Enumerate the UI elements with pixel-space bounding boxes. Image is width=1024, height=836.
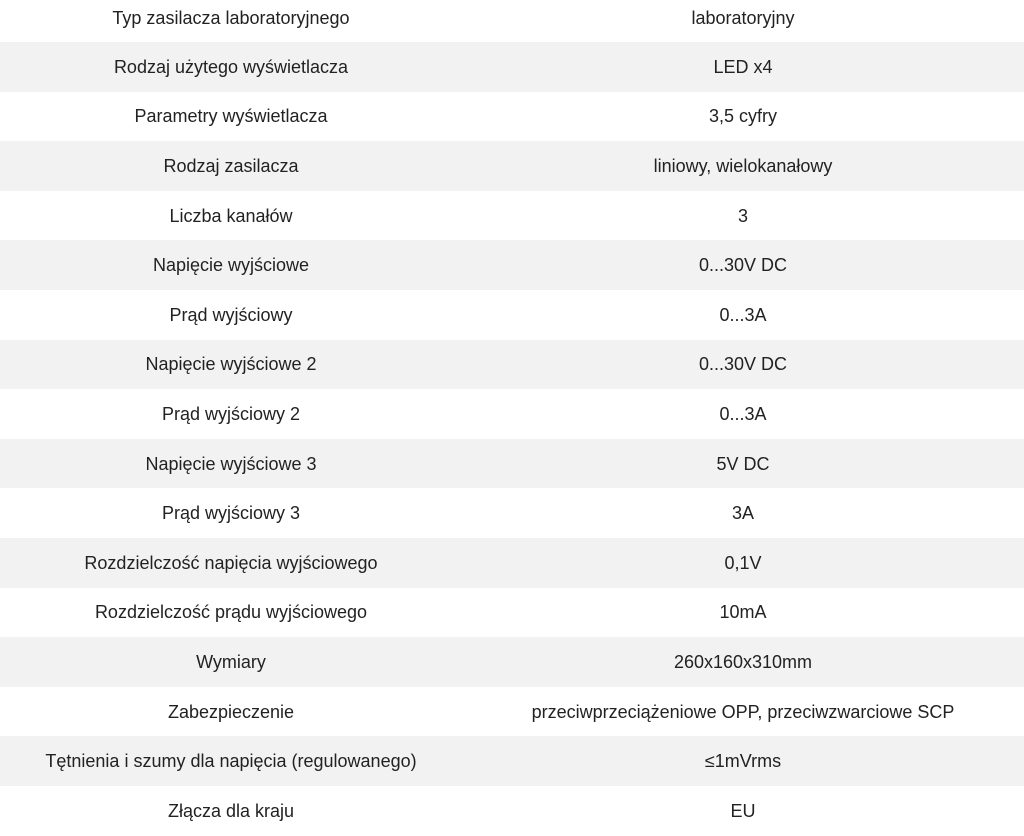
spec-row-output-voltage-3 [0, 439, 1024, 489]
spec-row-output-voltage [0, 240, 1024, 290]
spec-label: Rodzaj użytego wyświetlacza [0, 42, 462, 92]
spec-row-output-current [0, 290, 1024, 340]
spec-label: Tętnienia i szumy dla napięcia (regulowanego) [0, 736, 462, 786]
spec-value: EU [730, 800, 756, 821]
spec-label: Rodzaj zasilacza [0, 141, 462, 191]
spec-value: 0...30V DC [462, 340, 1024, 390]
spec-row-display-type [0, 42, 1024, 92]
spec-label: Napięcie wyjściowe [0, 240, 462, 290]
spec-value: 0,1V [462, 538, 1024, 588]
spec-value: 3 [737, 205, 748, 226]
spec-value: 5V DC [462, 439, 1024, 489]
spec-value: LED x4 [462, 42, 1024, 92]
spec-value: 0...30V DC [462, 240, 1024, 290]
spec-label: Parametry wyświetlacza [134, 106, 328, 127]
spec-label: Rozdzielczość napięcia wyjściowego [0, 538, 462, 588]
spec-value: liniowy, wielokanałowy [462, 141, 1024, 191]
spec-value: ≤1mVrms [462, 736, 1024, 786]
spec-row-output-current-2 [0, 389, 1024, 439]
spec-row-output-voltage-2 [0, 340, 1024, 390]
spec-value: laboratoryjny [691, 8, 795, 28]
spec-value: 10mA [719, 602, 767, 623]
spec-label: Typ zasilacza laboratoryjnego [112, 8, 350, 28]
spec-row-output-current-3 [0, 488, 1024, 538]
spec-value: 0...3A [719, 304, 767, 325]
spec-label: Złącza dla kraju [167, 800, 295, 821]
spec-row-channel-count [0, 191, 1024, 241]
spec-label: Prąd wyjściowy 3 [161, 503, 301, 524]
spec-row-power-supply-type [0, 0, 1024, 42]
spec-label: Wymiary [0, 637, 462, 687]
spec-row-protection [0, 687, 1024, 737]
spec-value: 3,5 cyfry [708, 106, 778, 127]
spec-value: 260x160x310mm [462, 637, 1024, 687]
spec-row-supply-kind [0, 141, 1024, 191]
spec-value: 3A [731, 503, 755, 524]
spec-row-current-resolution [0, 588, 1024, 638]
spec-row-voltage-resolution [0, 538, 1024, 588]
spec-label: Napięcie wyjściowe 3 [0, 439, 462, 489]
spec-row-display-parameters [0, 92, 1024, 142]
spec-label: Liczba kanałów [169, 205, 293, 226]
spec-label: Prąd wyjściowy [169, 304, 293, 325]
spec-value: 0...3A [719, 403, 767, 424]
spec-row-ripple-noise [0, 736, 1024, 786]
spec-label: Zabezpieczenie [167, 701, 295, 722]
spec-label: Prąd wyjściowy 2 [161, 403, 301, 424]
spec-value: przeciwprzeciążeniowe OPP, przeciwzwarciowe SCP [531, 701, 955, 722]
spec-label: Napięcie wyjściowe 2 [0, 340, 462, 390]
spec-label: Rozdzielczość prądu wyjściowego [94, 602, 368, 623]
spec-row-plug-region [0, 786, 1024, 836]
spec-row-dimensions [0, 637, 1024, 687]
